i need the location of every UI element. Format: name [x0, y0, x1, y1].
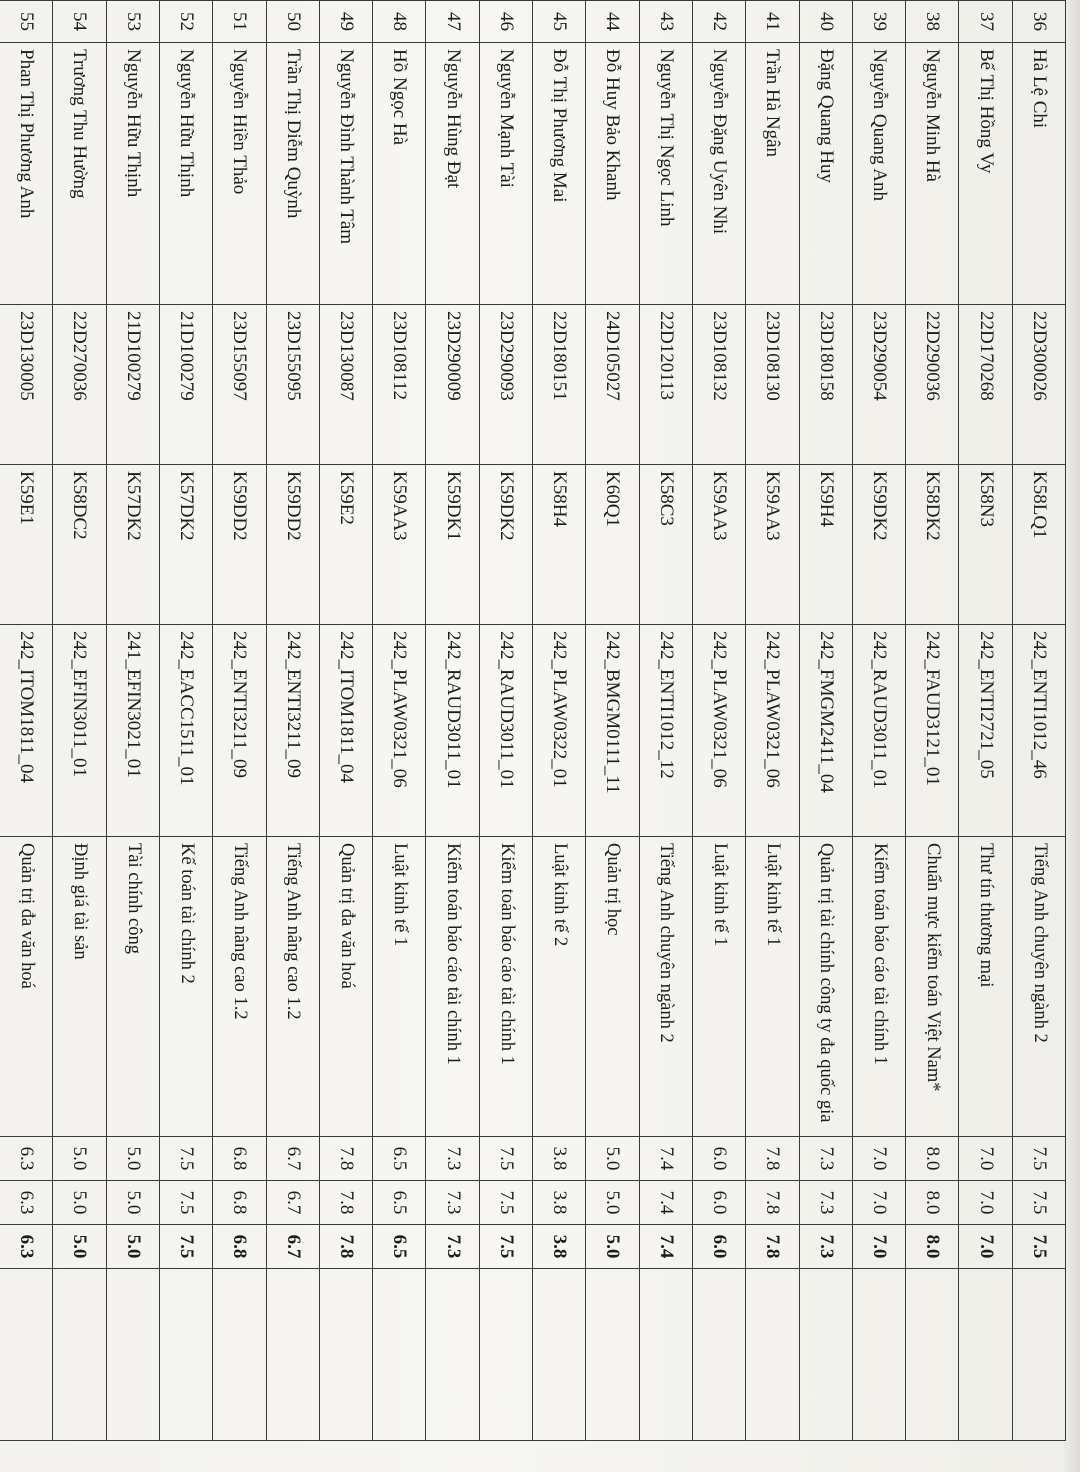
student-id-cell: 23D290093: [479, 305, 532, 465]
score-1-cell: 7.0: [852, 1137, 905, 1181]
score-1-cell: 7.3: [799, 1137, 852, 1181]
course-code-cell: 242_ENTI1012_46: [1012, 625, 1065, 837]
score-1-cell: 7.5: [1012, 1137, 1065, 1181]
final-score-cell: 7.5: [479, 1225, 532, 1269]
score-1-cell: 7.0: [959, 1137, 1012, 1181]
row-number-cell: 43: [639, 1, 692, 43]
student-id-cell: 21D100279: [106, 305, 159, 465]
final-score-cell: 5.0: [106, 1225, 159, 1269]
grades-table-body: [0, 1, 1066, 1441]
row-number-cell: 54: [53, 1, 106, 43]
score-1-cell: 5.0: [106, 1137, 159, 1181]
class-cell: K60Q1: [586, 465, 639, 625]
notes-cell: [106, 1269, 159, 1441]
student-name-cell: Đỗ Thị Phương Mai: [533, 43, 586, 305]
notes-cell: [426, 1269, 479, 1441]
student-name-cell: Nguyễn Hữu Thịnh: [106, 43, 159, 305]
course-name-cell: Kiểm toán báo cáo tài chính 1: [479, 837, 532, 1137]
class-cell: K59AA3: [692, 465, 745, 625]
row-number-cell: 41: [746, 1, 799, 43]
student-name-cell: Hà Lệ Chi: [1012, 43, 1065, 305]
table-row: [426, 1, 479, 1441]
score-1-cell: 6.3: [0, 1137, 53, 1181]
row-number-cell: 37: [959, 1, 1012, 43]
score-2-cell: 7.4: [639, 1181, 692, 1225]
course-code-cell: 242_RAUD3011_01: [426, 625, 479, 837]
student-name-cell: Bế Thị Hồng Vy: [959, 43, 1012, 305]
table-row: [266, 1, 319, 1441]
course-code-cell: 242_BMGM0111_11: [586, 625, 639, 837]
student-id-cell: 22D300026: [1012, 305, 1065, 465]
course-name-cell: Tài chính công: [106, 837, 159, 1137]
score-1-cell: 7.4: [639, 1137, 692, 1181]
table-row: [106, 1, 159, 1441]
course-code-cell: 242_ENTI2721_05: [959, 625, 1012, 837]
score-2-cell: 7.3: [799, 1181, 852, 1225]
student-name-cell: Trương Thu Hường: [53, 43, 106, 305]
table-row: [0, 1, 53, 1441]
row-number-cell: 49: [319, 1, 372, 43]
course-code-cell: 242_ENTI1012_12: [639, 625, 692, 837]
student-name-cell: Nguyễn Minh Hà: [906, 43, 959, 305]
row-number-cell: 44: [586, 1, 639, 43]
student-id-cell: 23D155097: [213, 305, 266, 465]
row-number-cell: 39: [852, 1, 905, 43]
student-name-cell: Hồ Ngọc Hà: [373, 43, 426, 305]
notes-cell: [799, 1269, 852, 1441]
row-number-cell: 38: [906, 1, 959, 43]
notes-cell: [586, 1269, 639, 1441]
score-2-cell: 7.5: [1012, 1181, 1065, 1225]
class-cell: K59DK2: [852, 465, 905, 625]
notes-cell: [1012, 1269, 1065, 1441]
course-name-cell: Tiếng Anh nâng cao 1.2: [266, 837, 319, 1137]
notes-cell: [213, 1269, 266, 1441]
score-2-cell: 3.8: [533, 1181, 586, 1225]
notes-cell: [266, 1269, 319, 1441]
student-name-cell: Phan Thị Phương Anh: [0, 43, 53, 305]
score-1-cell: 7.5: [159, 1137, 212, 1181]
final-score-cell: 7.0: [959, 1225, 1012, 1269]
student-name-cell: Trần Thị Diễm Quỳnh: [266, 43, 319, 305]
final-score-cell: 3.8: [533, 1225, 586, 1269]
table-row: [906, 1, 959, 1441]
course-name-cell: Quản trị đa văn hoá: [0, 837, 53, 1137]
table-row: [533, 1, 586, 1441]
class-cell: K58H4: [533, 465, 586, 625]
table-row: [479, 1, 532, 1441]
class-cell: K57DK2: [106, 465, 159, 625]
notes-cell: [373, 1269, 426, 1441]
score-1-cell: 3.8: [533, 1137, 586, 1181]
score-1-cell: 6.7: [266, 1137, 319, 1181]
course-code-cell: 242_ENTI3211_09: [266, 625, 319, 837]
class-cell: K59DK1: [426, 465, 479, 625]
row-number-cell: 40: [799, 1, 852, 43]
final-score-cell: 7.3: [799, 1225, 852, 1269]
student-id-cell: 24D105027: [586, 305, 639, 465]
course-name-cell: Định giá tài sản: [53, 837, 106, 1137]
class-cell: K59AA3: [746, 465, 799, 625]
final-score-cell: 7.0: [852, 1225, 905, 1269]
class-cell: K58DK2: [906, 465, 959, 625]
table-row: [746, 1, 799, 1441]
class-cell: K59DD2: [266, 465, 319, 625]
class-cell: K59AA3: [373, 465, 426, 625]
score-1-cell: 7.8: [746, 1137, 799, 1181]
row-number-cell: 51: [213, 1, 266, 43]
course-name-cell: Luật kinh tế 1: [373, 837, 426, 1137]
score-2-cell: 7.0: [852, 1181, 905, 1225]
final-score-cell: 6.0: [692, 1225, 745, 1269]
course-code-cell: 242_ITOM1811_04: [0, 625, 53, 837]
table-row: [959, 1, 1012, 1441]
course-name-cell: Thư tín thương mại: [959, 837, 1012, 1137]
student-id-cell: 23D130087: [319, 305, 372, 465]
course-code-cell: 242_RAUD3011_01: [852, 625, 905, 837]
final-score-cell: 7.3: [426, 1225, 479, 1269]
student-name-cell: Nguyễn Mạnh Tài: [479, 43, 532, 305]
score-2-cell: 7.5: [479, 1181, 532, 1225]
notes-cell: [53, 1269, 106, 1441]
score-1-cell: 7.8: [319, 1137, 372, 1181]
score-1-cell: 8.0: [906, 1137, 959, 1181]
student-name-cell: Nguyễn Đình Thành Tâm: [319, 43, 372, 305]
row-number-cell: 42: [692, 1, 745, 43]
student-name-cell: Nguyễn Đặng Uyên Nhi: [692, 43, 745, 305]
final-score-cell: 5.0: [53, 1225, 106, 1269]
row-number-cell: 47: [426, 1, 479, 43]
course-code-cell: 242_ENTI3211_09: [213, 625, 266, 837]
final-score-cell: 6.3: [0, 1225, 53, 1269]
score-1-cell: 5.0: [586, 1137, 639, 1181]
course-code-cell: 242_PLAW0321_06: [692, 625, 745, 837]
notes-cell: [639, 1269, 692, 1441]
course-code-cell: 242_RAUD3011_01: [479, 625, 532, 837]
score-2-cell: 8.0: [906, 1181, 959, 1225]
course-code-cell: 242_FAUD3121_01: [906, 625, 959, 837]
final-score-cell: 7.5: [159, 1225, 212, 1269]
notes-cell: [692, 1269, 745, 1441]
course-code-cell: 241_EFIN3021_01: [106, 625, 159, 837]
row-number-cell: 50: [266, 1, 319, 43]
course-name-cell: Kiểm toán báo cáo tài chính 1: [852, 837, 905, 1137]
course-code-cell: 242_ITOM1811_04: [319, 625, 372, 837]
notes-cell: [0, 1269, 53, 1441]
score-2-cell: 6.5: [373, 1181, 426, 1225]
student-name-cell: Trần Hà Ngân: [746, 43, 799, 305]
table-row: [799, 1, 852, 1441]
student-id-cell: 23D290009: [426, 305, 479, 465]
score-2-cell: 7.3: [426, 1181, 479, 1225]
notes-cell: [479, 1269, 532, 1441]
class-cell: K59E1: [0, 465, 53, 625]
course-name-cell: Quản trị học: [586, 837, 639, 1137]
score-1-cell: 7.3: [426, 1137, 479, 1181]
class-cell: K59DD2: [213, 465, 266, 625]
notes-cell: [319, 1269, 372, 1441]
table-row: [319, 1, 372, 1441]
final-score-cell: 8.0: [906, 1225, 959, 1269]
final-score-cell: 6.8: [213, 1225, 266, 1269]
class-cell: K57DK2: [159, 465, 212, 625]
class-cell: K58N3: [959, 465, 1012, 625]
course-name-cell: Tiếng Anh chuyên ngành 2: [639, 837, 692, 1137]
score-1-cell: 6.5: [373, 1137, 426, 1181]
score-1-cell: 6.8: [213, 1137, 266, 1181]
class-cell: K58C3: [639, 465, 692, 625]
student-id-cell: 23D108112: [373, 305, 426, 465]
notes-cell: [159, 1269, 212, 1441]
student-id-cell: 23D155095: [266, 305, 319, 465]
final-score-cell: 5.0: [586, 1225, 639, 1269]
student-id-cell: 23D290054: [852, 305, 905, 465]
student-id-cell: 22D180151: [533, 305, 586, 465]
row-number-cell: 45: [533, 1, 586, 43]
row-number-cell: 53: [106, 1, 159, 43]
score-1-cell: 7.5: [479, 1137, 532, 1181]
course-name-cell: Tiếng Anh chuyên ngành 2: [1012, 837, 1065, 1137]
notes-cell: [746, 1269, 799, 1441]
score-2-cell: 6.8: [213, 1181, 266, 1225]
course-name-cell: Quản trị tài chính công ty đa quốc gia: [799, 837, 852, 1137]
table-row: [586, 1, 639, 1441]
course-code-cell: 242_PLAW0322_01: [533, 625, 586, 837]
course-code-cell: 242_PLAW0321_06: [746, 625, 799, 837]
row-number-cell: 46: [479, 1, 532, 43]
class-cell: K59H4: [799, 465, 852, 625]
score-2-cell: 6.0: [692, 1181, 745, 1225]
student-name-cell: Nguyễn Hữu Thịnh: [159, 43, 212, 305]
student-id-cell: 23D180158: [799, 305, 852, 465]
course-code-cell: 242_EFIN3011_01: [53, 625, 106, 837]
row-number-cell: 36: [1012, 1, 1065, 43]
table-row: [639, 1, 692, 1441]
class-cell: K59DK2: [479, 465, 532, 625]
class-cell: K59E2: [319, 465, 372, 625]
final-score-cell: 7.5: [1012, 1225, 1065, 1269]
table-row: [159, 1, 212, 1441]
row-number-cell: 52: [159, 1, 212, 43]
score-2-cell: 5.0: [586, 1181, 639, 1225]
course-name-cell: Kế toán tài chính 2: [159, 837, 212, 1137]
student-id-cell: 22D290036: [906, 305, 959, 465]
student-name-cell: Đặng Quang Huy: [799, 43, 852, 305]
student-id-cell: 22D170268: [959, 305, 1012, 465]
table-row: [373, 1, 426, 1441]
course-name-cell: Luật kinh tế 1: [746, 837, 799, 1137]
student-id-cell: 23D108130: [746, 305, 799, 465]
notes-cell: [852, 1269, 905, 1441]
final-score-cell: 6.7: [266, 1225, 319, 1269]
course-name-cell: Chuẩn mực kiểm toán Việt Nam*: [906, 837, 959, 1137]
notes-cell: [959, 1269, 1012, 1441]
class-cell: K58DC2: [53, 465, 106, 625]
course-name-cell: Quản trị đa văn hoá: [319, 837, 372, 1137]
student-id-cell: 22D270036: [53, 305, 106, 465]
score-2-cell: 5.0: [106, 1181, 159, 1225]
student-name-cell: Nguyễn Hùng Đạt: [426, 43, 479, 305]
score-2-cell: 7.8: [746, 1181, 799, 1225]
row-number-cell: 55: [0, 1, 53, 43]
student-name-cell: Nguyễn Hiền Thảo: [213, 43, 266, 305]
student-id-cell: 21D100279: [159, 305, 212, 465]
course-name-cell: Luật kinh tế 2: [533, 837, 586, 1137]
score-2-cell: 7.5: [159, 1181, 212, 1225]
row-number-cell: 48: [373, 1, 426, 43]
student-id-cell: 22D120113: [639, 305, 692, 465]
course-name-cell: Luật kinh tế 1: [692, 837, 745, 1137]
student-id-cell: 23D108132: [692, 305, 745, 465]
score-1-cell: 6.0: [692, 1137, 745, 1181]
class-cell: K58LQ1: [1012, 465, 1065, 625]
course-name-cell: Tiếng Anh nâng cao 1.2: [213, 837, 266, 1137]
student-name-cell: Đỗ Huy Bảo Khanh: [586, 43, 639, 305]
score-2-cell: 7.0: [959, 1181, 1012, 1225]
table-row: [692, 1, 745, 1441]
score-1-cell: 5.0: [53, 1137, 106, 1181]
table-row: [852, 1, 905, 1441]
student-name-cell: Nguyễn Quang Anh: [852, 43, 905, 305]
final-score-cell: 6.5: [373, 1225, 426, 1269]
student-id-cell: 23D130005: [0, 305, 53, 465]
final-score-cell: 7.4: [639, 1225, 692, 1269]
score-2-cell: 5.0: [53, 1181, 106, 1225]
final-score-cell: 7.8: [319, 1225, 372, 1269]
score-2-cell: 6.7: [266, 1181, 319, 1225]
final-score-cell: 7.8: [746, 1225, 799, 1269]
notes-cell: [906, 1269, 959, 1441]
course-code-cell: 242_EACC1511_01: [159, 625, 212, 837]
notes-cell: [533, 1269, 586, 1441]
student-name-cell: Nguyễn Thị Ngọc Linh: [639, 43, 692, 305]
course-name-cell: Kiểm toán báo cáo tài chính 1: [426, 837, 479, 1137]
score-2-cell: 7.8: [319, 1181, 372, 1225]
course-code-cell: 242_PLAW0321_06: [373, 625, 426, 837]
table-row: [213, 1, 266, 1441]
table-row: [53, 1, 106, 1441]
table-row: [1012, 1, 1065, 1441]
score-2-cell: 6.3: [0, 1181, 53, 1225]
course-code-cell: 242_FMGM2411_04: [799, 625, 852, 837]
